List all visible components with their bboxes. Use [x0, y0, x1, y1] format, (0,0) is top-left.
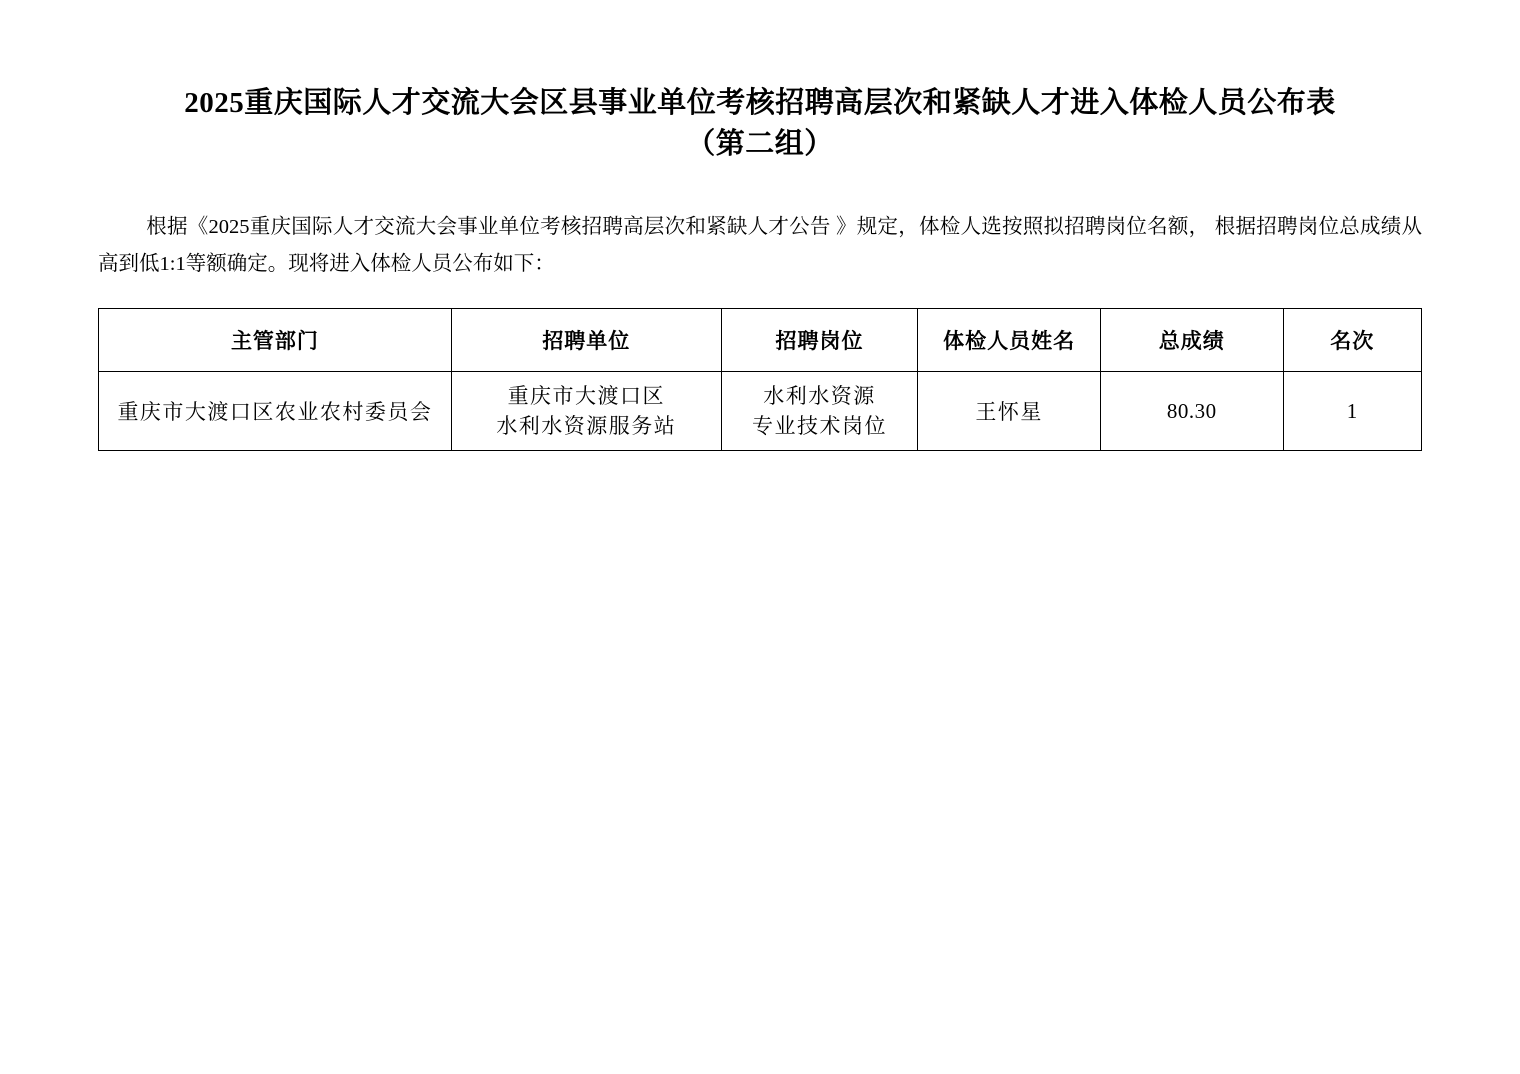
cell-score: 80.30: [1100, 372, 1283, 451]
cell-unit-line1: 重庆市大渡口区: [507, 383, 666, 408]
title-main: 2025重庆国际人才交流大会区县事业单位考核招聘高层次和紧缺人才进入体检人员公布表: [184, 87, 1336, 119]
paragraph-text: 根据《2025重庆国际人才交流大会事业单位考核招聘高层次和紧缺人才公告 》规定，体检人选按照拟招聘岗位名额， 根据招聘岗位总成绩从高到低1:1等额确定。现将进入体检人员公布如下：: [98, 216, 1422, 275]
cell-unit-line2: 水利水资源服务站: [496, 414, 677, 439]
cell-post-line1: 水利水资源: [763, 383, 876, 408]
column-header-unit: 招聘单位: [451, 309, 721, 372]
column-header-dept: 主管部门: [99, 309, 452, 372]
table-body: [99, 372, 1422, 451]
column-header-name: 体检人员姓名: [918, 309, 1101, 372]
cell-rank: 1: [1283, 372, 1421, 451]
cell-dept: 重庆市大渡口区农业农村委员会: [99, 372, 452, 451]
title-subgroup: （第二组）: [686, 128, 834, 161]
table-header: [99, 309, 1422, 372]
cell-unit: [451, 372, 721, 451]
intro-paragraph: [98, 209, 1422, 282]
column-header-post: 招聘岗位: [721, 309, 918, 372]
publication-table: [98, 308, 1422, 451]
cell-name: 王怀星: [918, 372, 1101, 451]
column-header-score: 总成绩: [1100, 309, 1283, 372]
table-row: [99, 372, 1422, 451]
column-header-rank: 名次: [1283, 309, 1421, 372]
cell-post-line2: 专业技术岗位: [752, 414, 887, 439]
table-header-row: [99, 309, 1422, 372]
cell-post: [721, 372, 918, 451]
page-title: [0, 0, 1520, 165]
